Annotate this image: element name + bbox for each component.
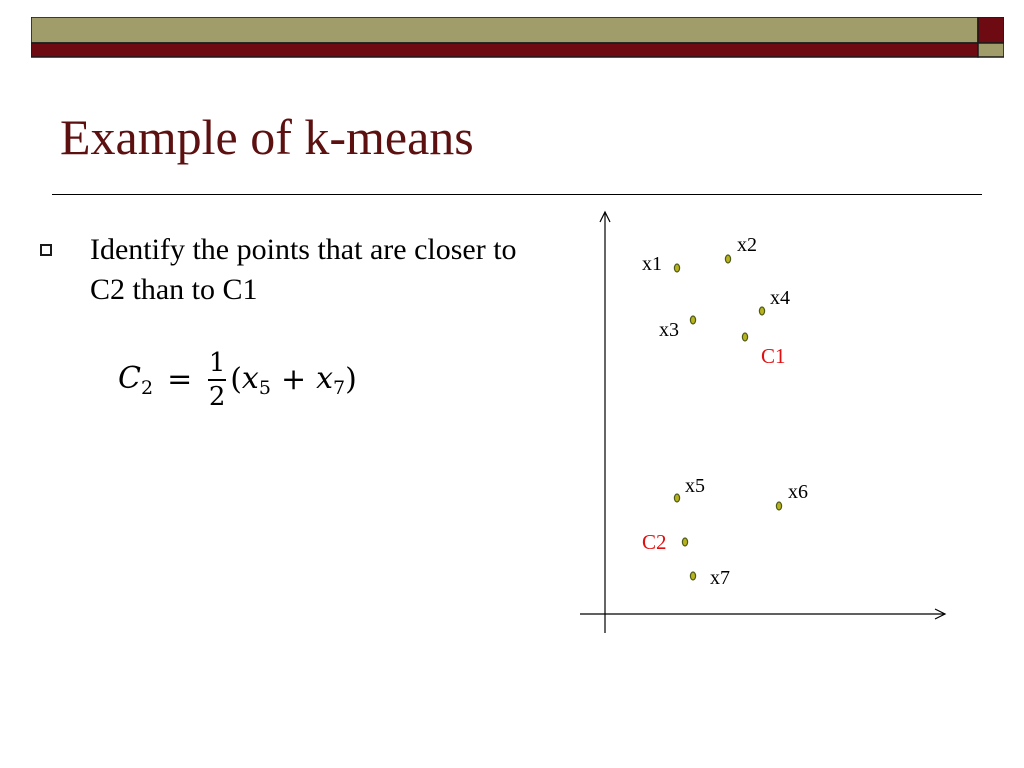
formula-lhs: $C_2$ [118,360,154,399]
point-x5-label: x5 [685,475,705,497]
point-x2-label: x2 [737,234,757,256]
point-x3-marker [690,316,695,324]
point-x1-marker [674,264,679,272]
point-x4-label: x4 [770,287,790,309]
point-x6-marker [776,502,781,510]
fraction-numerator: 1 [208,348,226,378]
point-x4-marker [759,307,764,315]
slide-title: Example of k-means [60,109,474,165]
formula-term-x7: $x_7$ [316,360,346,399]
point-x3-label: x3 [659,319,679,341]
point-x2-marker [725,255,730,263]
formula-open-paren: ( [230,362,242,398]
formula-term-x5: $x_5$ [241,360,271,399]
point-c1-marker [742,333,747,341]
plot-axes [580,212,945,633]
bullet-text: Identify the points that are closer to C2 than to C1 [90,233,517,306]
point-x5-marker [674,494,679,502]
formula-plus: + [280,362,307,398]
point-c2-marker [682,538,687,546]
fraction-denominator: 2 [208,381,226,412]
point-x7-marker [690,572,695,580]
point-c1-label: C1 [761,344,786,368]
point-c2-label: C2 [642,530,667,554]
point-x6-label: x6 [788,481,808,503]
formula-close-paren: ) [345,362,357,398]
formula-equals: = [167,362,193,398]
points-layer [642,234,808,589]
point-x1-label: x1 [642,253,662,275]
point-x7-label: x7 [710,567,730,589]
